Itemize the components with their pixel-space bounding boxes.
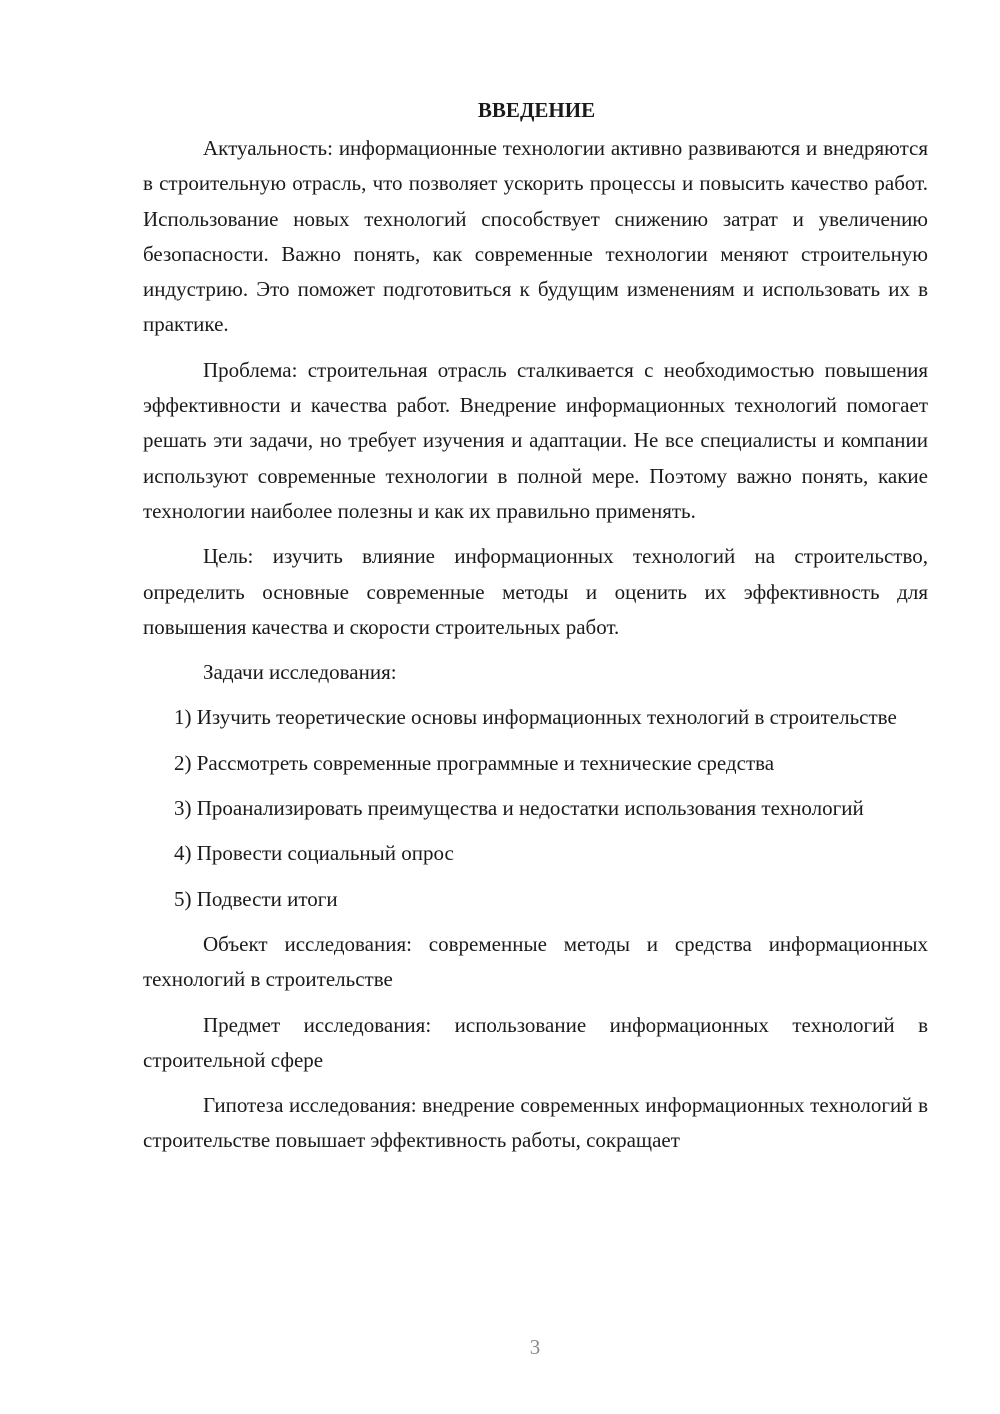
paragraph-problem: Проблема: строительная отрасль сталкивается с необходимостью повышения эффективности и качества работ. Внедрение информационных технологий помогает решать эти задачи, но требует изучения и адаптации. Не все специалисты и компании используют современные технологии в полной мере. Поэтому важно понять, какие технологии наиболее полезны и как их правильно применять. xyxy=(143,357,928,523)
task-item-1: 1) Изучить теоретические основы информационных технологий в строительстве xyxy=(174,705,897,730)
page-number: 3 xyxy=(529,1335,541,1359)
paragraph-subject: Предмет исследования: использование информационных технологий в строительной сфере xyxy=(143,1012,928,1072)
document-page xyxy=(143,92,928,1169)
task-item-5: 5) Подвести итоги xyxy=(174,886,338,911)
section-heading: ВВЕДЕНИЕ xyxy=(477,98,596,122)
paragraph-hypothesis: Гипотеза исследования: внедрение современных информационных технологий в строительстве повышает эффективность работы, сокращает xyxy=(143,1093,928,1153)
task-item-3: 3) Проанализировать преимущества и недостатки использования технологий xyxy=(174,796,864,821)
paragraph-relevance: Актуальность: информационные технологии активно развиваются и внедряются в строительную отрасль, что позволяет ускорить процессы и повысить качество работ. Использование новых технологий способствует снижению затрат и увеличению безопасности. Важно понять, как современные технологии меняют строительную индустрию. Это поможет подготовиться к будущим изменениям и использовать их в практике. xyxy=(143,136,928,337)
paragraph-object: Объект исследования: современные методы и средства информационных технологий в строительстве xyxy=(143,931,928,992)
paragraph-tasks-title: Задачи исследования: xyxy=(203,660,397,685)
task-item-4: 4) Провести социальный опрос xyxy=(174,841,454,866)
task-item-2: 2) Рассмотреть современные программные и технические средства xyxy=(174,750,775,775)
paragraph-goal: Цель: изучить влияние информационных технологий на строительство, определить основные современные методы и оценить их эффективность для повышения качества и скорости строительных работ. xyxy=(143,544,928,639)
